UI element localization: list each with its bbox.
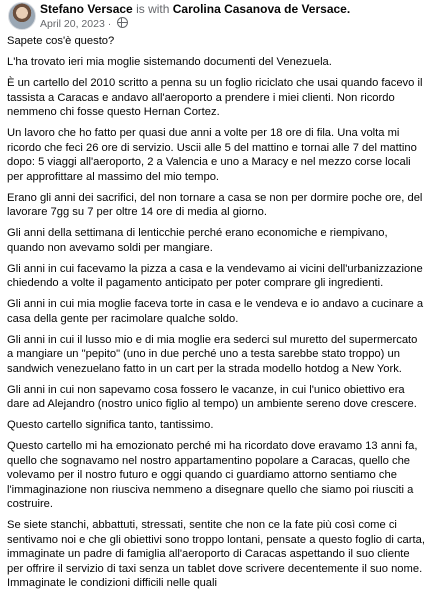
post-paragraph: Gli anni in cui il lusso mio e di mia moglie era sederci sul muretto del supermercato a mangiare un "pepito" (uno in due perché uno a testa sarebbe stato troppo) un sandwich venezuelano fatto in un cart per la strada modello hotdog a New York.	[7, 333, 418, 375]
post-date[interactable]: April 20, 2023	[40, 18, 105, 30]
post-paragraph: Gli anni in cui facevamo la pizza a casa e la vendevamo ai vicini dell'urbanizzazione chiedendo a volte il pagamento anticipato per poter comprare gli ingredienti.	[7, 262, 423, 289]
post-paragraph: Questo cartello mi ha emozionato perché mi ha ricordato dove eravamo 13 anni fa, quello che sognavamo nel nostro appartamentino popolare a Caracas, quello che volevamo per il nostro futuro e oggi quando ci guardiamo attorno sentiamo che l'immaginazione non riusciva nemmeno a disegnare quello che siamo poi riusciti a costruire.	[7, 440, 418, 510]
post-paragraph: Sapete cos'è questo?	[7, 35, 115, 47]
post-paragraph: Erano gli anni dei sacrifici, del non tornare a casa se non per dormire poche ore, del lavorare 7gg su 7 per oltre 14 ore di media al giorno.	[7, 191, 423, 218]
post-paragraph: Se siete stanchi, abbattuti, stressati, sentite che non ce la fate più così come ci sentivamo noi e che gli obiettivi sono troppo lontani, pensate a questo foglio di carta, immaginate un padre di famiglia all'aeroporto di Caracas aspettando il suo cliente per offrire il servizio di taxi senza un tablet dove scrivere decentemente il suo nome. Immaginate le condizioni difficili nelle quali	[7, 519, 425, 589]
post-paragraph: È un cartello del 2010 scritto a penna su un foglio riciclato che usai quando facevo il tassista a Caracas e andavo all'aeroporto a prendere i miei clienti. Non ricordo nemmeno chi fosse questo Hernan Cortez.	[7, 77, 423, 118]
author-name[interactable]: Stefano Versace	[40, 2, 133, 16]
post-text	[0, 34, 434, 591]
post-header	[0, 0, 434, 34]
tagged-person-name[interactable]: Carolina Casanova de Versace	[172, 2, 347, 16]
globe-icon[interactable]	[117, 17, 128, 28]
post-paragraph: Questo cartello significa tanto, tantissimo.	[7, 419, 214, 431]
post-meta	[40, 17, 128, 31]
post-paragraph: Gli anni in cui mia moglie faceva torte in casa e le vendeva e io andavo a cucinare a casa della gente per racimolare qualche soldo.	[7, 298, 424, 325]
tagged-period: .	[346, 2, 351, 16]
post-paragraph: Gli anni della settimana di lenticchie perché erano economiche e riempivano, quando non avevamo soldi per mangiare.	[7, 227, 388, 254]
post-paragraph: Un lavoro che ho fatto per quasi due anni a volte per 18 ore di fila. Una volta mi ricordo che feci 26 ore di servizio. Uscii alle 5 del mattino e tornai alle 7 del mattino dopo: 5 viaggi all'aeroporto, 2 a Valencia e uno a Maracy e nel mezzo corse locali per approfittare al massimo del mio tempo.	[7, 127, 417, 183]
post-paragraph: L'ha trovato ieri mia moglie sistemando documenti del Venezuela.	[7, 56, 332, 68]
meta-separator: ·	[107, 18, 112, 30]
author-avatar[interactable]	[8, 2, 36, 30]
post-paragraph: Gli anni in cui non sapevamo cosa fossero le vacanze, in cui l'unico obiettivo era dare ad Alejandro (nostro unico figlio al tempo) un ambiente sereno dove crescere.	[7, 383, 417, 410]
with-text: is with	[136, 2, 170, 16]
author-line	[40, 2, 350, 17]
